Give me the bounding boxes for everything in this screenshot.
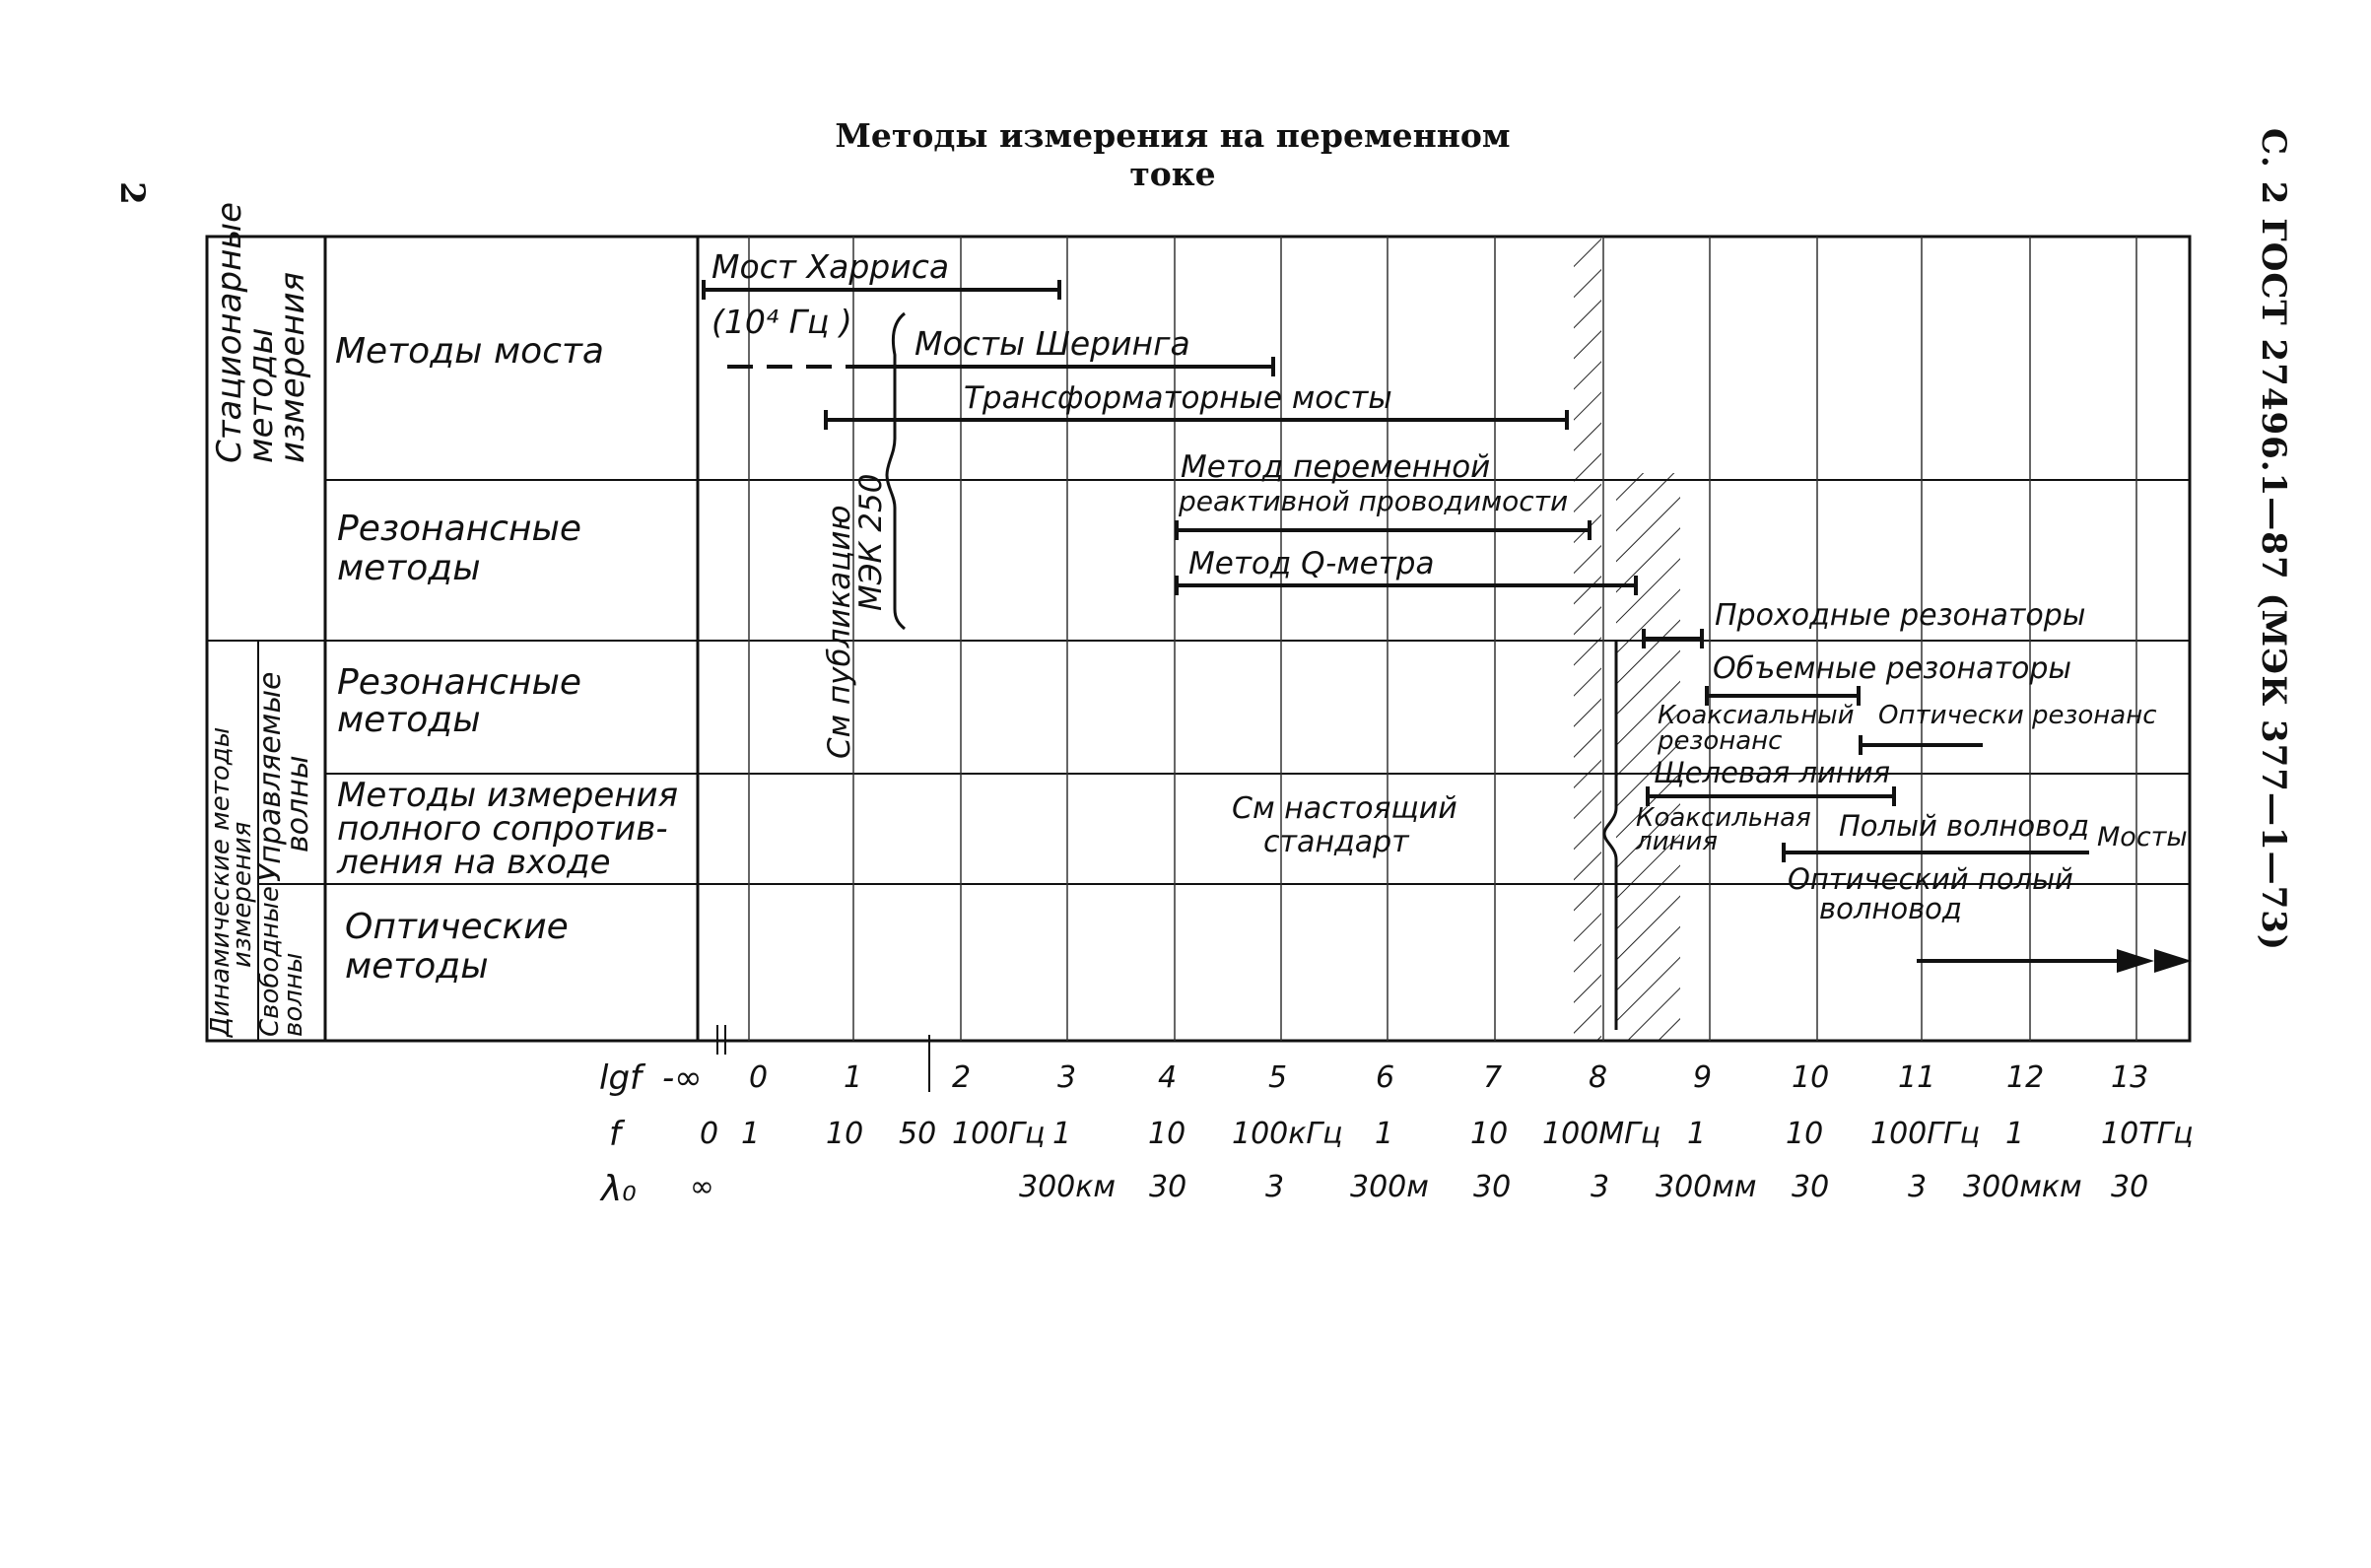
axis-f-values: [700, 1117, 2194, 1151]
row-bridge-methods: Методы моста: [335, 331, 604, 372]
lgf-tick-3: 3: [1057, 1060, 1077, 1095]
f-value-7: 100кГц: [1232, 1117, 1343, 1151]
lambda-value-6: 3: [1591, 1170, 1610, 1204]
label-transformer-bridges: Трансформаторные мосты: [964, 380, 1392, 416]
f-value-1: 1: [741, 1117, 761, 1151]
lgf-tick-1: 1: [844, 1060, 863, 1095]
lambda-value-11: 30: [2111, 1170, 2149, 1204]
label-coaxial-line: Коаксильная линия: [1636, 803, 1811, 856]
label-optical-resonance: Оптически резонанс: [1878, 701, 2157, 730]
label-see-publication: См публикацию МЭК 250: [822, 473, 889, 759]
lambda-value-1: 300км: [1019, 1170, 1117, 1204]
f-value-3: 50: [899, 1117, 937, 1151]
label-coaxial-resonance: Коаксиальный резонанс: [1658, 701, 1855, 756]
lgf-tick-8: 8: [1589, 1060, 1608, 1095]
label-slotted-line: Щелевая линия: [1654, 756, 1891, 789]
label-variable-reactance: Метод переменной реактивной проводимости: [1179, 449, 1569, 517]
f-value-9: 10: [1470, 1117, 1509, 1151]
lambda-value-2: 30: [1149, 1170, 1187, 1204]
page-title: Методы измерения на переменном токе: [835, 116, 1511, 193]
f-value-13: 100ГГц: [1870, 1117, 1981, 1151]
axis-lgf-label: lgf: [599, 1058, 642, 1098]
lgf-tick-12: 12: [2006, 1060, 2045, 1095]
brace-publication: [887, 313, 905, 629]
f-value-11: 1: [1687, 1117, 1707, 1151]
group-free: Свободные волны: [255, 886, 308, 1037]
page-number: 2: [111, 181, 152, 205]
label-optical-hollow-waveguide: Оптический полый волновод: [1788, 862, 2073, 925]
lambda-value-8: 30: [1792, 1170, 1830, 1204]
arrow-optical-1: [2117, 949, 2154, 973]
lgf-tick-7: 7: [1483, 1060, 1503, 1095]
lgf-tick-10: 10: [1792, 1060, 1830, 1095]
axis-lgf-ticks: [749, 1060, 2148, 1095]
f-value-15: 10ТГц: [2101, 1117, 2194, 1151]
axis-lgf-minus-inf: -∞: [662, 1058, 703, 1098]
lgf-tick-0: 0: [749, 1060, 769, 1095]
label-bridges: Мосты: [2097, 822, 2188, 852]
label-pass-resonators: Проходные резонаторы: [1715, 598, 2086, 633]
axis-lambda-label: λ₀: [601, 1169, 637, 1209]
row-resonance-stationary: Резонансные методы: [337, 509, 582, 588]
label-harris-note: (10⁴ Гц ): [711, 303, 852, 341]
f-value-0: 0: [700, 1117, 719, 1151]
group-stationary: Стационарные методы измерения: [210, 201, 312, 463]
label-q-meter: Метод Q-метра: [1188, 546, 1435, 581]
row-resonance-dynamic: Резонансные методы: [337, 662, 582, 740]
lambda-value-5: 30: [1473, 1170, 1512, 1204]
lgf-tick-5: 5: [1268, 1060, 1288, 1095]
lgf-tick-2: 2: [952, 1060, 972, 1095]
lgf-tick-4: 4: [1158, 1060, 1178, 1095]
axis-lambda-values: [690, 1170, 2148, 1204]
label-harris-bridge: Мост Харриса: [711, 247, 950, 286]
f-value-12: 10: [1786, 1117, 1824, 1151]
hatched-band-left: [1574, 237, 1601, 1041]
lambda-value-9: 3: [1908, 1170, 1928, 1204]
axis-f-label: f: [609, 1115, 621, 1154]
standard-reference: С. 2 ГОСТ 27496.1—87 (МЭК 377—1—73): [2254, 128, 2293, 952]
label-volume-resonators: Объемные резонаторы: [1713, 651, 2072, 686]
label-hollow-waveguide: Полый волновод: [1839, 809, 2090, 843]
lambda-value-3: 3: [1265, 1170, 1285, 1204]
brace-standard: [1604, 641, 1616, 1030]
f-value-8: 1: [1375, 1117, 1394, 1151]
label-see-this-standard: См настоящий стандарт: [1232, 791, 1457, 859]
f-value-14: 1: [2005, 1117, 2025, 1151]
f-value-2: 10: [826, 1117, 864, 1151]
arrow-optical-2: [2154, 949, 2192, 973]
lambda-value-4: 300м: [1350, 1170, 1429, 1204]
f-value-6: 10: [1148, 1117, 1186, 1151]
f-value-4: 100Гц: [952, 1117, 1046, 1151]
lgf-tick-13: 13: [2111, 1060, 2149, 1095]
lambda-value-10: 300мкм: [1963, 1170, 2082, 1204]
group-guided: Управляемые волны: [253, 671, 315, 882]
lgf-tick-11: 11: [1898, 1060, 1936, 1095]
f-value-10: 100МГц: [1542, 1117, 1661, 1151]
row-impedance-methods: Методы измерения полного сопротив- ления на входе: [337, 776, 679, 882]
lambda-value-0: ∞: [690, 1170, 714, 1204]
lgf-tick-9: 9: [1693, 1060, 1713, 1095]
group-dynamic: Динамические методы измерения: [206, 726, 257, 1037]
lgf-tick-6: 6: [1376, 1060, 1395, 1095]
row-optical-methods: Оптические методы: [345, 907, 569, 987]
f-value-5: 1: [1052, 1117, 1072, 1151]
label-schering-bridges: Мосты Шеринга: [915, 324, 1190, 363]
lambda-value-7: 300мм: [1656, 1170, 1757, 1204]
